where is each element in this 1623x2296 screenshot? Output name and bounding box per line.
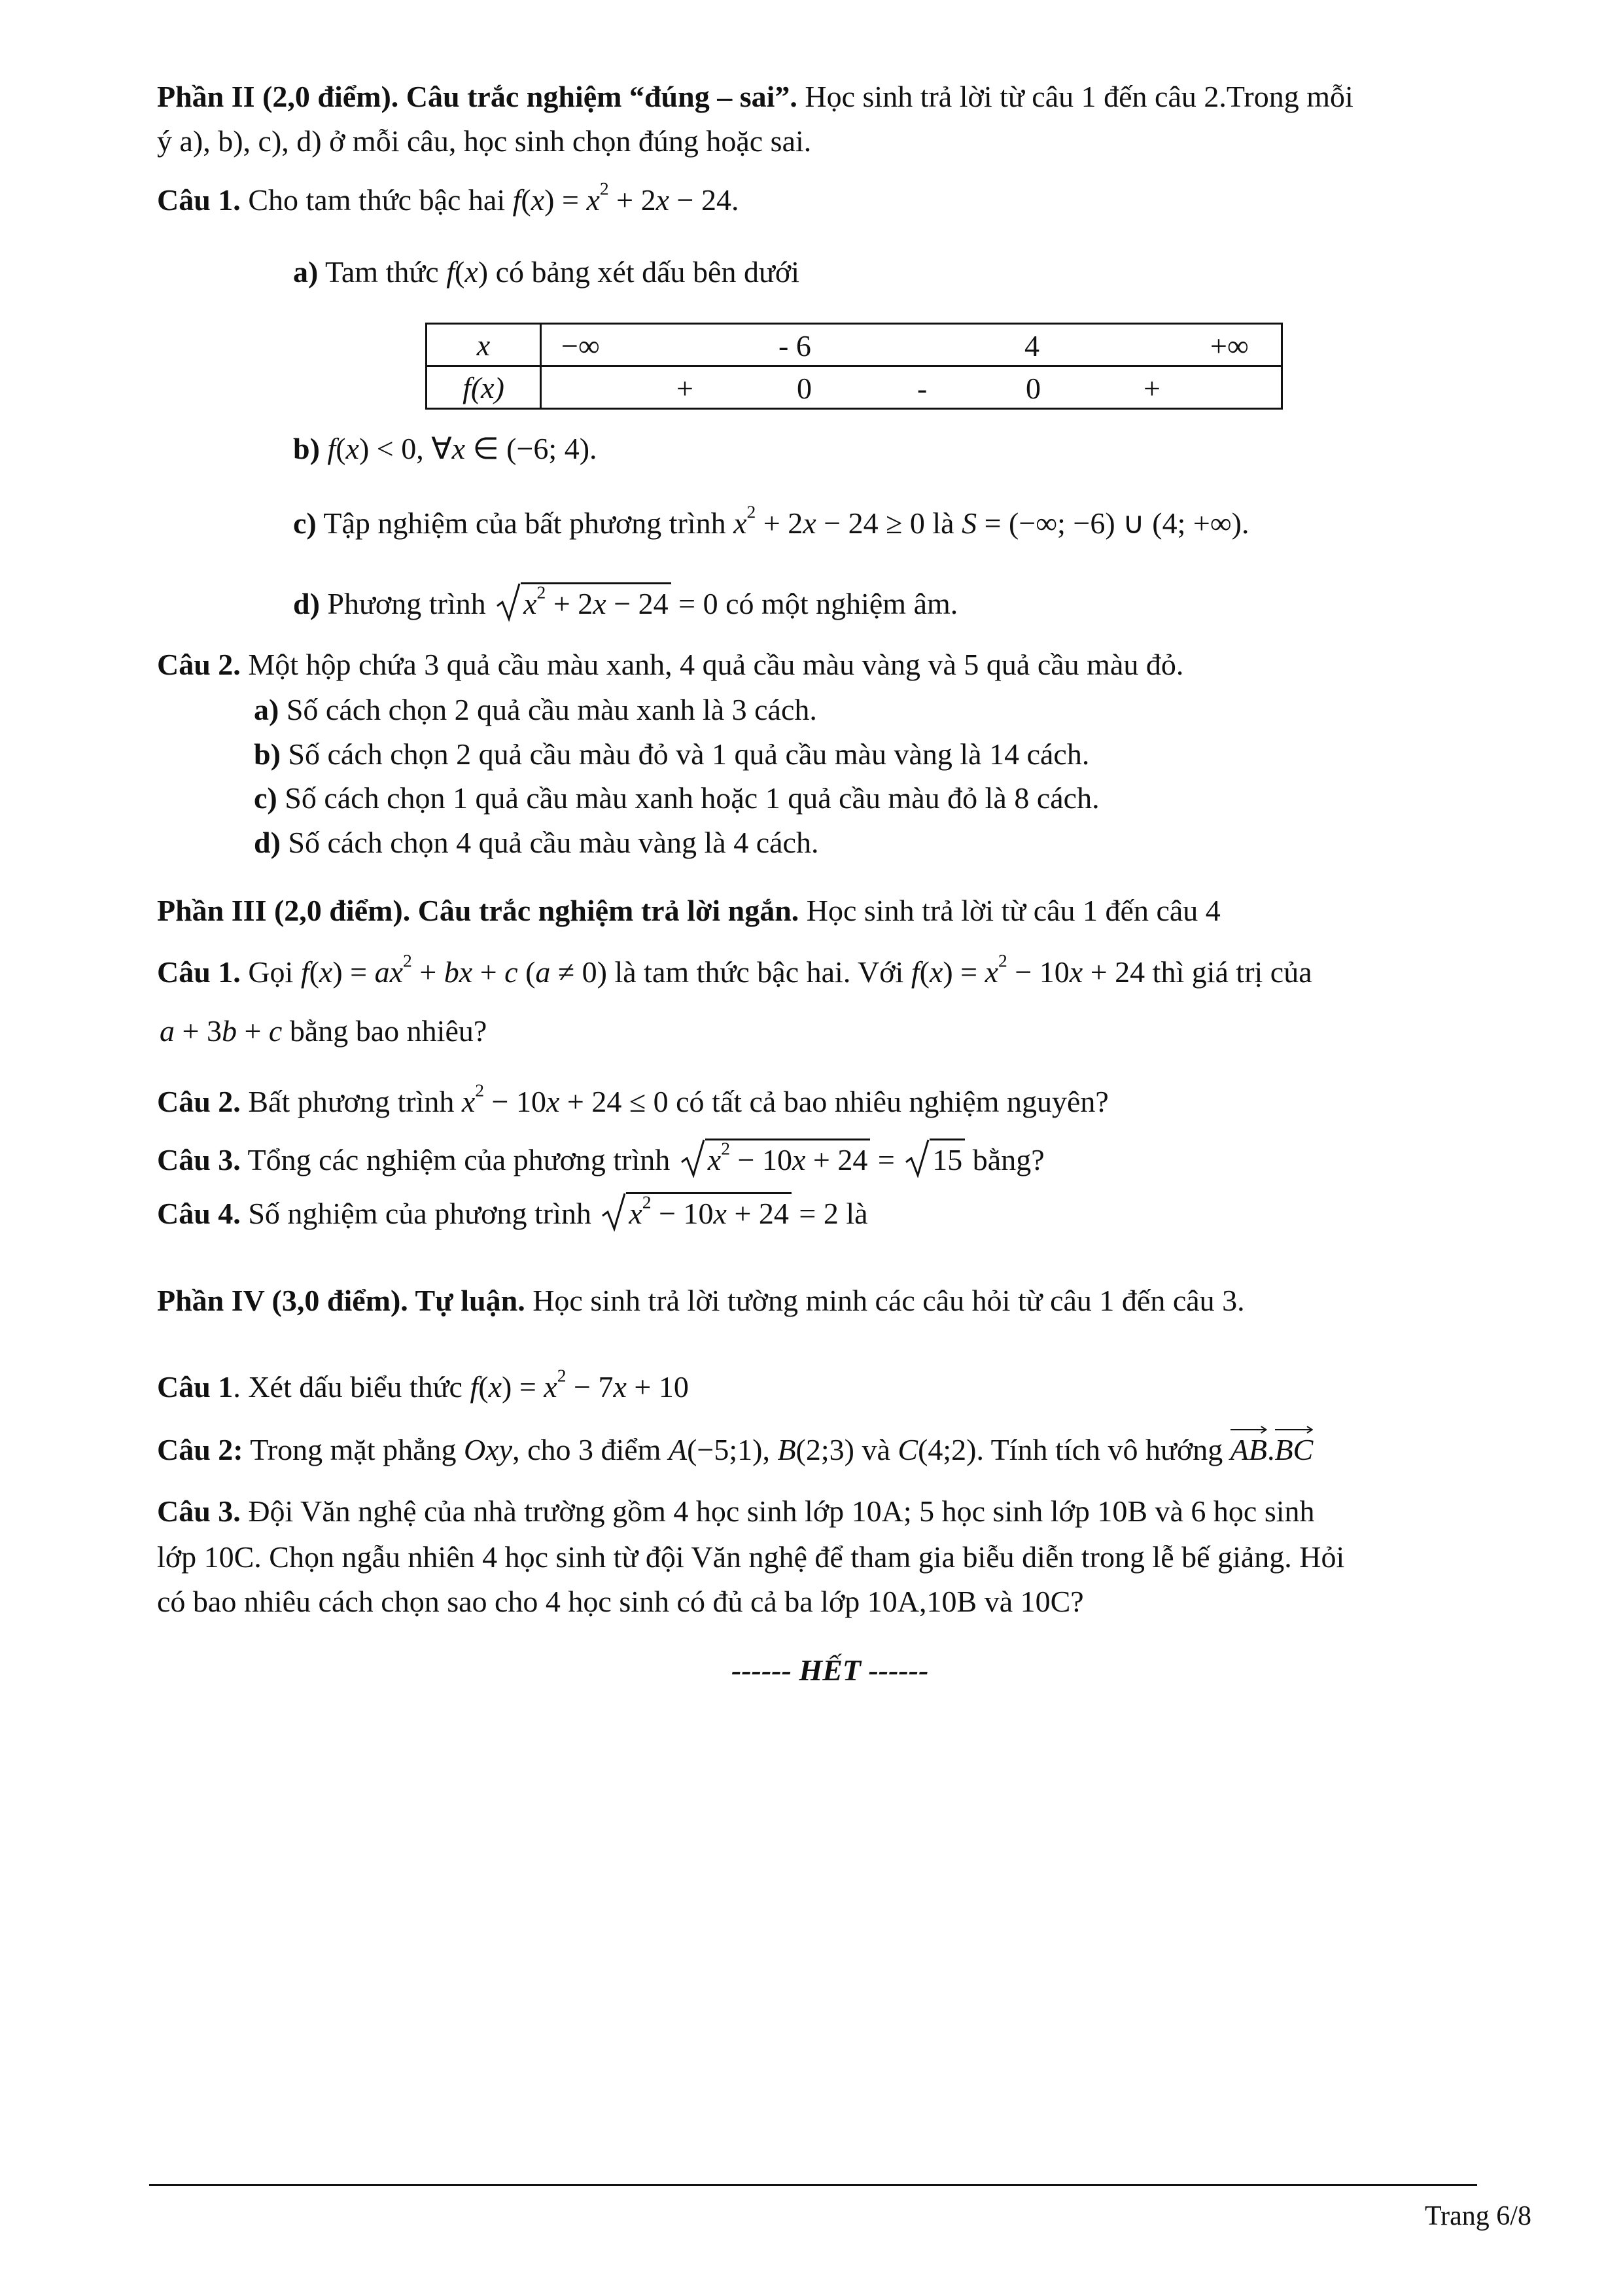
part2-intro: Phần II (2,0 điểm). Câu trắc nghiệm “đúng – sai”. Học sinh trả lời từ câu 1 đến câu 2.Trong mỗi [157,80,1353,113]
vector-bc: BC [1275,1426,1314,1468]
vector-ab: AB [1230,1426,1267,1468]
radical-icon [496,582,521,622]
part2-intro-line2: ý a), b), c), d) ở mỗi câu, học sinh chọn đúng hoặc sai. [157,124,812,158]
part4-q2: Câu 2: Trong mặt phẳng Oxy, cho 3 điểm A(−5;1), B(2;3) và C(4;2). Tính tích vô hướng AB. BC [157,1426,1313,1468]
part2-q2-c: c) Số cách chọn 1 quả cầu màu xanh hoặc 1 quả cầu màu đỏ là 8 cách. [254,781,1100,815]
sign-table-sign-row: + 0 - 0 + [541,366,1282,409]
page-number: Trang 6/8 [1425,2201,1531,2231]
square-root: $x^2 - 10x + 24$ [680,1139,871,1178]
part3-q1-line2: a + 3b + c bằng bao nhiêu? [160,1014,487,1048]
part2-q1-b: b) f(x) < 0, ∀x ∈ (−6; 4). [293,432,597,465]
vector-arrow-icon [1230,1425,1267,1434]
part2-q1-a: a) Tam thức f(x) có bảng xét dấu bên dưới [293,255,799,289]
square-root: 15 [905,1139,965,1178]
vector-arrow-icon [1275,1425,1314,1434]
part3-q4: Câu 4. Số nghiệm của phương trình $x^2 - 10x + 24 = 2$ là [157,1192,868,1231]
radical-icon [680,1139,705,1178]
sign-table [425,323,1283,410]
part4-q3-line2: lớp 10C. Chọn ngẫu nhiên 4 học sinh từ đội Văn nghệ để tham gia biễu diễn trong lễ bế giảng. Hỏi [157,1540,1345,1574]
part3-q2: Câu 2. Bất phương trình $x^2 - 10x + 24 \le 0$ có tất cả bao nhiêu nghiệm nguyên? [157,1080,1109,1118]
part2-q1-stem: Câu 1. Cho tam thức bậc hai $f(x) = x^2 + 2x - 24$. [157,178,739,217]
part4-heading: Phần IV (3,0 điểm). Tự luận. [157,1284,525,1317]
radical-icon [601,1192,626,1231]
radical-icon [905,1139,930,1178]
formula: f [512,183,521,217]
part2-q1-d: d) Phương trình $x^2 + 2x - 24 = 0$ có một nghiệm âm. [293,582,958,622]
part3-q3: Câu 3. Tổng các nghiệm của phương trình $x^2 - 10x + 24$ = 15 bằng? [157,1139,1045,1178]
sign-table-x-header: x [427,324,541,366]
part2-heading: Phần II (2,0 điểm). Câu trắc nghiệm “đúng – sai”. [157,80,797,113]
part3-q1: Câu 1. Gọi $f(x) = ax^2$ + bx + c (a ≠ 0) là tam thức bậc hai. Với $f(x) = x^2 - 10x + 24$ thì giá trị của [157,950,1312,989]
footer-divider [149,2184,1477,2186]
part2-q2-a: a) Số cách chọn 2 quả cầu màu xanh là 3 cách. [254,693,817,726]
square-root: $x^2 + 2x - 24$ [496,582,671,622]
part2-q2-b: b) Số cách chọn 2 quả cầu màu đỏ và 1 quả cầu màu vàng là 14 cách. [254,737,1090,771]
end-marker: ------ HẾT ------ [731,1653,929,1687]
part2-q1-c: c) Tập nghiệm của bất phương trình $x^2 + 2x - 24 \ge 0$ là S = (−∞; −6) ∪ (4; +∞). [293,501,1249,540]
part3-intro: Phần III (2,0 điểm). Câu trắc nghiệm trả lời ngắn. Học sinh trả lời từ câu 1 đến câu 4 [157,894,1221,927]
part4-q1: Câu 1. Xét dấu biểu thức $f(x) = x^2 - 7x + 10$ [157,1365,689,1404]
part4-intro: Phần IV (3,0 điểm). Tự luận. Học sinh trả lời tường minh các câu hỏi từ câu 1 đến câu 3. [157,1284,1245,1317]
square-root: $x^2 - 10x + 24$ [601,1192,792,1231]
part4-q3: Câu 3. Đội Văn nghệ của nhà trường gồm 4 học sinh lớp 10A; 5 học sinh lớp 10B và 6 học sinh [157,1494,1315,1528]
part3-heading: Phần III (2,0 điểm). Câu trắc nghiệm trả lời ngắn. [157,894,799,927]
sign-table-f-header: f(x) [427,366,541,409]
part2-q2-d: d) Số cách chọn 4 quả cầu màu vàng là 4 cách. [254,826,819,859]
part2-q2-stem: Câu 2. Một hộp chứa 3 quả cầu màu xanh, 4 quả cầu màu vàng và 5 quả cầu màu đỏ. [157,648,1184,681]
part4-q3-line3: có bao nhiêu cách chọn sao cho 4 học sinh có đủ cả ba lớp 10A,10B và 10C? [157,1585,1084,1618]
sign-table-x-row: −∞ - 6 4 +∞ [541,324,1282,366]
